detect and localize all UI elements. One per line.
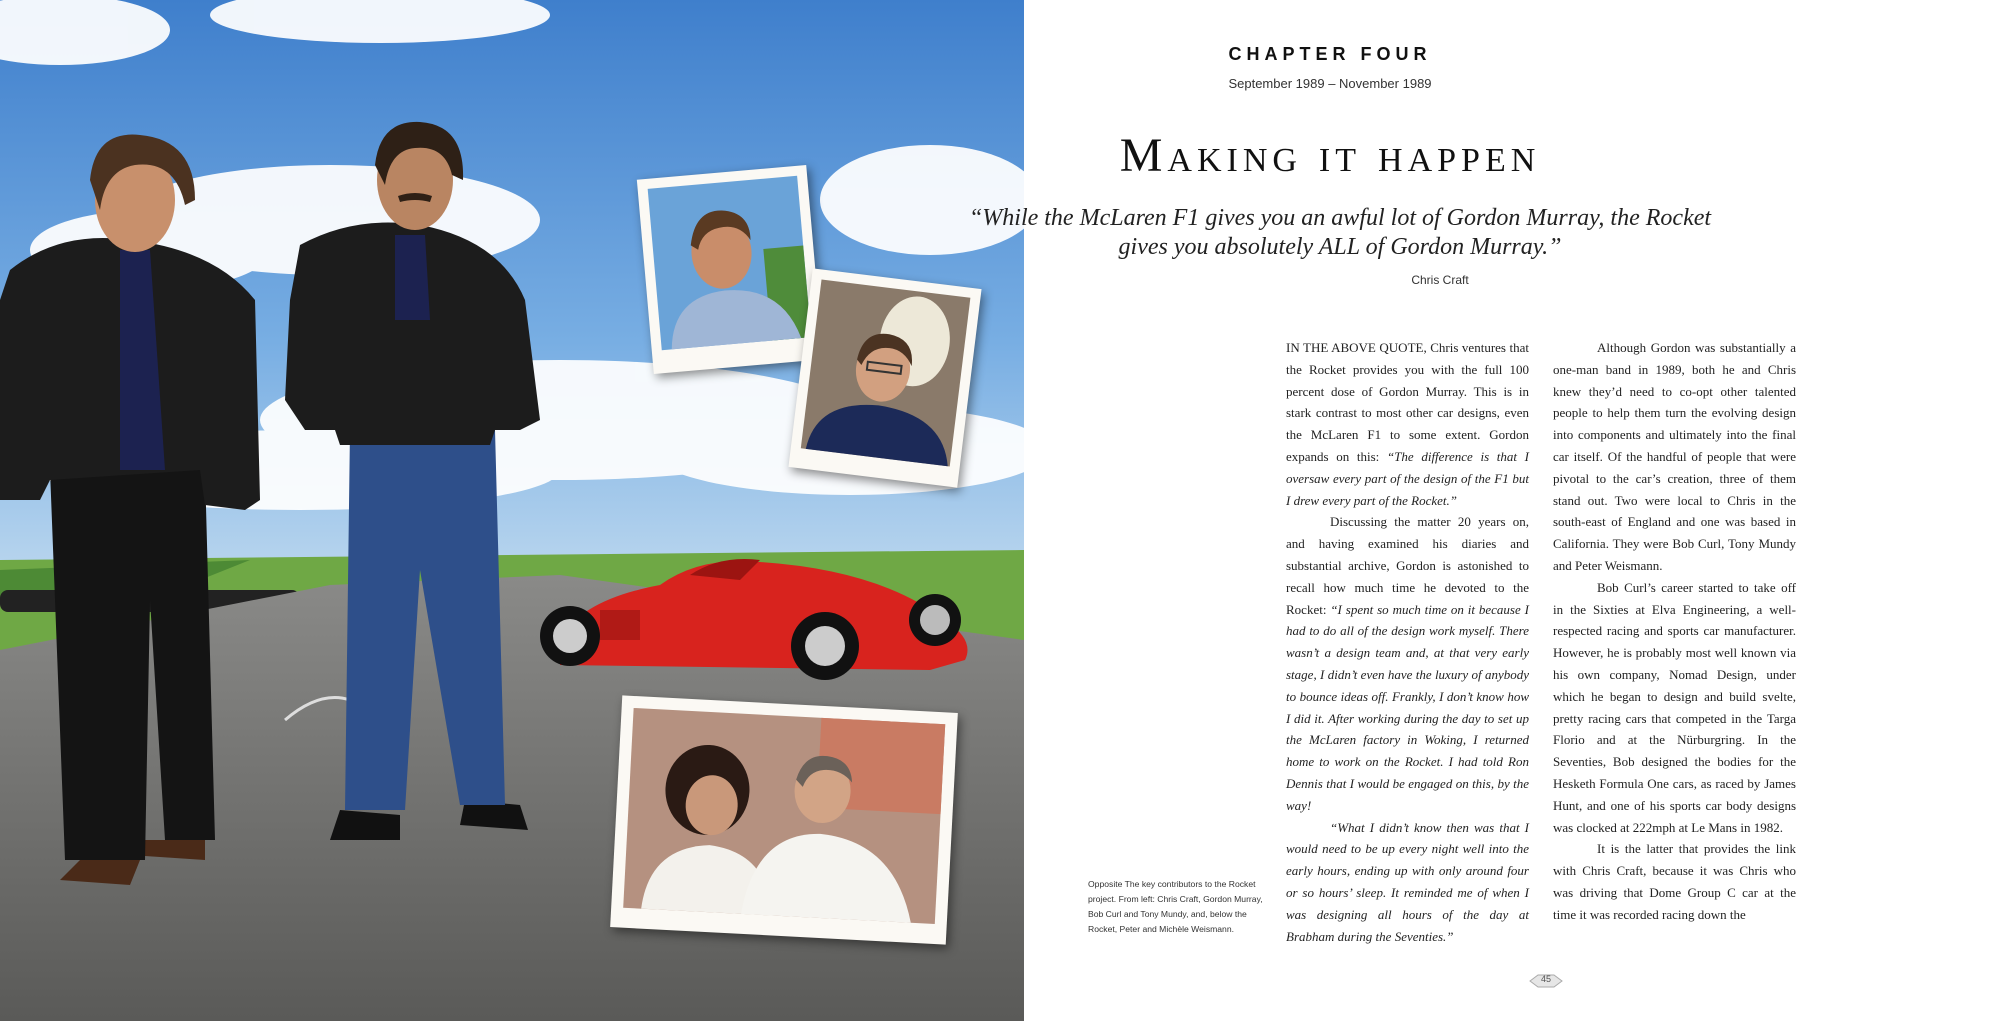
- paragraph: Although Gordon was substantially a one-man band in 1989, both he and Chris knew they’d need to co-opt other talented people to help them turn the evolving design into components and ultimately into the final car itself. Of the handful of people that were pivotal to the car’s creation, three of them stand out. Two were local to Chris in the south-east of England and one was based in California. They were Bob Curl, Tony Mundy and Peter Weismann.: [1553, 340, 1796, 573]
- chapter-dates: September 1989 – November 1989: [1228, 76, 1432, 91]
- body-column-2: [1553, 337, 1796, 926]
- couple-photo: [610, 695, 958, 944]
- body-column-1: [1286, 337, 1529, 947]
- page-number-text: 45: [1540, 974, 1551, 984]
- quoted-text: “I spent so much time on it because I had to do all of the design work myself. There wasn’t a design team and, at that very early stage, I didn’t even have the luxury of anybody to bounce ideas off. Frankly, I don’t know how I did it. After working during the day to set up the McLaren factory in Woking, I returned home to work on the Rocket. I had told Ron Dennis that I would be engaged on this, by the way!: [1286, 601, 1529, 813]
- paragraph: “What I didn’t know then was that I would need to be up every night well into the early hours, ending up with only around four or so hours’ sleep. It reminded me of when I was designing all hours of the day at Brabham during the Seventies.”: [1286, 819, 1529, 944]
- polaroid-tony-mundy: [788, 268, 981, 487]
- chapter-label: CHAPTER FOUR: [1228, 44, 1432, 64]
- epigraph-quote: “While the McLaren F1 gives you an awful lot of Gordon Murray, the Rocket gives you absolutely ALL of Gordon Murray.”: [968, 205, 1712, 260]
- paragraph-text: Discussing the matter 20 years on, and having examined his diaries and substantial archive, Gordon is astonished to recall how much time he devoted to the Rocket:: [1286, 514, 1529, 617]
- quoted-text: “The difference is that I oversaw every part of the design of the F1 but I drew every part of the Rocket.”: [1286, 448, 1529, 508]
- paragraph: It is the latter that provides the link with Chris Craft, because it was Chris who was driving that Dome Group C car at the time it was recorded racing down the: [1553, 841, 1796, 922]
- portrait-photo: [788, 268, 981, 487]
- chapter-title: Making it happen: [1119, 129, 1541, 182]
- photo-caption: Opposite The key contributors to the Rocket project. From left: Chris Craft, Gordon Murray, Bob Curl and Tony Mundy, and, below the Rocket, Peter and Michèle Weismann.: [1088, 879, 1263, 934]
- epigraph-author: Chris Craft: [1411, 273, 1469, 287]
- paragraph: [1286, 511, 1529, 816]
- polaroid-weismanns: [610, 695, 958, 944]
- page-number: [1528, 973, 1564, 989]
- paragraph: [1286, 337, 1529, 511]
- portrait-photo: [637, 165, 823, 374]
- polaroid-bob-curl: [637, 165, 823, 374]
- paragraph: Bob Curl’s career started to take off in the Sixties at Elva Engineering, a well-respected racing and sports car manufacturer. However, he is probably most well known via his own company, Nomad Design, under which he began to design and build svelte, pretty racing cars that competed in the Targa Florio and at the Nürburgring. In the Seventies, Bob designed the bodies for the Hesketh Formula One cars, as raced by James Hunt, and one of his sports car body designs was clocked at 222mph at Le Mans in 1982.: [1553, 579, 1796, 835]
- paragraph-text: IN THE ABOVE QUOTE, Chris ventures that the Rocket provides you with the full 100 percent dose of Gordon Murray. This is in stark contrast to most other car designs, even the McLaren F1 to some extent. Gordon expands on this:: [1286, 340, 1529, 464]
